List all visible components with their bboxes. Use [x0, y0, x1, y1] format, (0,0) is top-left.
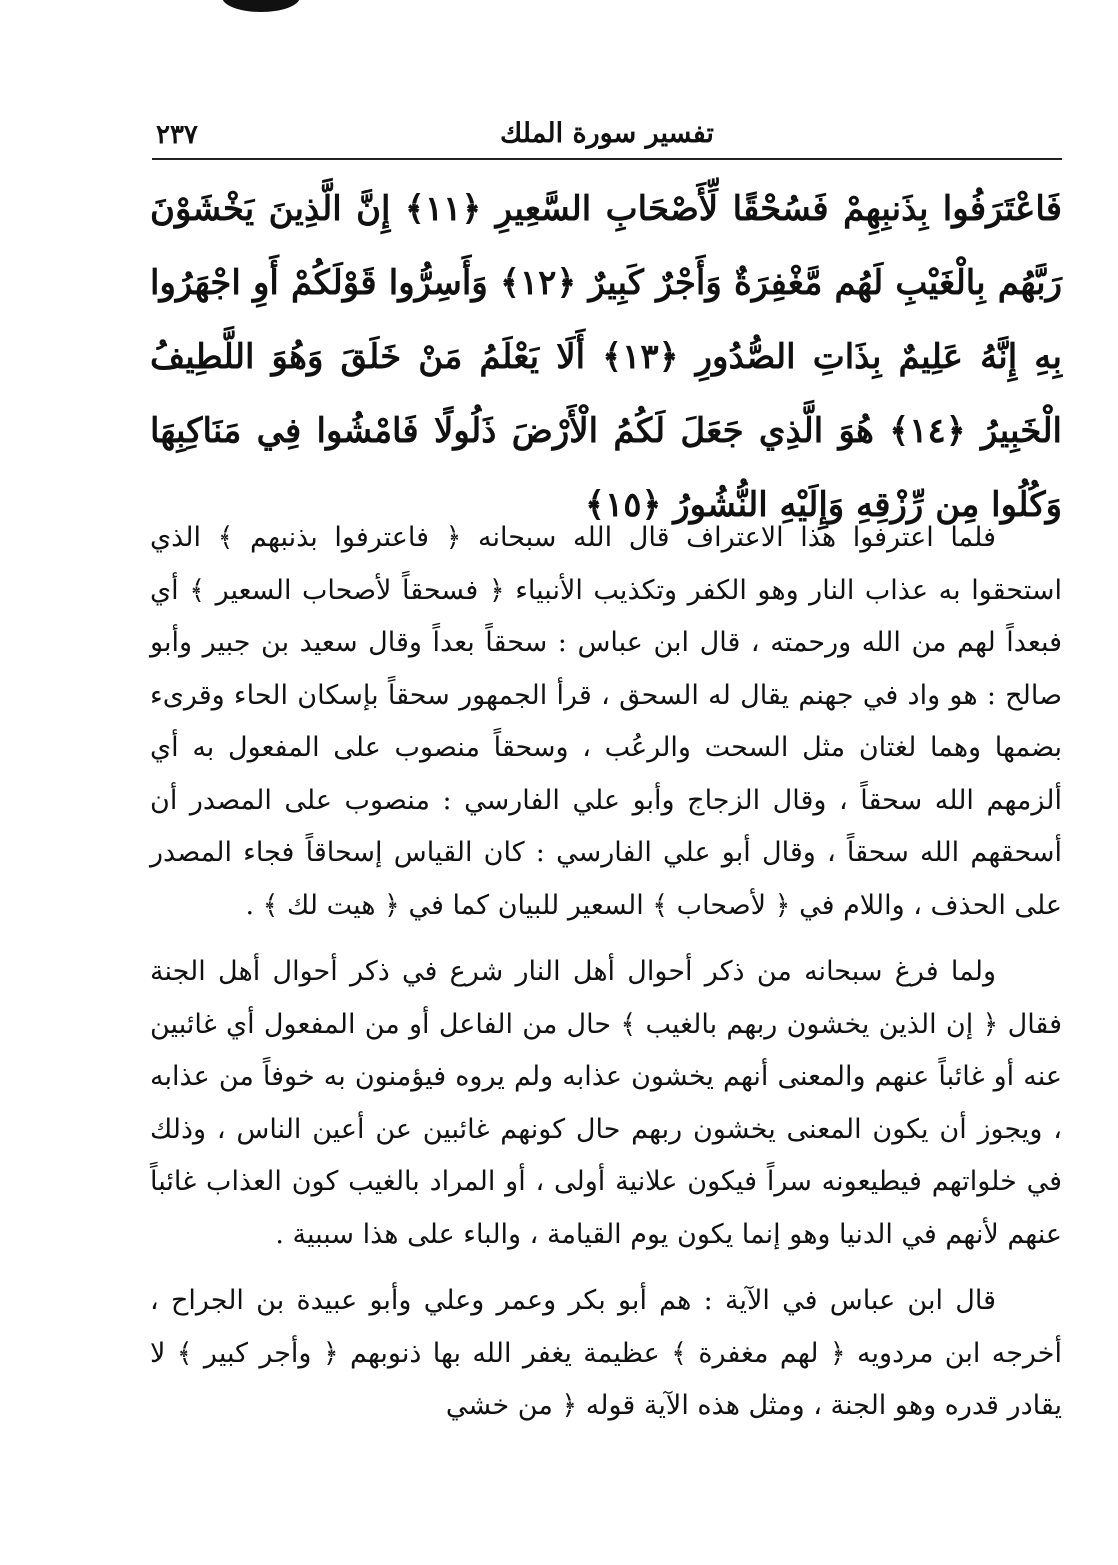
quran-verses-block [150, 172, 1062, 542]
verse-text: إِنَّ الَّذِينَ يَخْشَوْنَ رَبَّهُم بِالْغَيْبِ لَهُم مَّغْفِرَةٌ وَأَجْرٌ كَبِيرٌ [150, 189, 1062, 303]
verse-number: ١٣ [622, 337, 659, 377]
verse-number-marker: ﴿١٢﴾ [499, 263, 577, 303]
verse-text: أَلَا يَعْلَمُ مَنْ خَلَقَ وَهُوَ اللَّطِيفُ الْخَبِيرُ [150, 337, 1063, 451]
verse-text: وَأَسِرُّوا قَوْلَكُمْ أَوِ اجْهَرُوا بِهِ إِنَّهُ عَلِيمٌ بِذَاتِ الصُّدُورِ [150, 263, 1062, 377]
verse-number: ١٥ [604, 485, 642, 525]
commentary-paragraph: قال ابن عباس في الآية : هم أبو بكر وعمر وعلي وأبو عبيدة بن الجراح ، أخرجه ابن مردويه ﴿ لهم مغفرة ﴾ عظيمة يغفر الله بها ذنوبهم ﴿ وأجر كبير ﴾ لا يقادر قدره وهو الجنة ، ومثل هذه الآية قوله ﴿ من خشي [150, 1285, 1062, 1421]
verse-number-marker: ﴿١٥﴾ [585, 485, 662, 525]
verse-text: هُوَ الَّذِي جَعَلَ لَكُمُ الْأَرْضَ ذَلُولًا فَامْشُوا فِي مَنَاكِبِهَا وَكُلُوا مِن رِّزْقِهِ وَإِلَيْهِ النُّشُورُ [150, 411, 1062, 525]
verse-number-marker: ﴿١٤﴾ [889, 411, 966, 451]
verse-number: ١١ [424, 189, 462, 229]
running-title: تفسير سورة الملك [500, 118, 714, 149]
verse-text: فَاعْتَرَفُوا بِذَنبِهِمْ فَسُحْقًا لِّأَصْحَابِ السَّعِيرِ [495, 189, 1062, 229]
commentary-paragraph: فلما اعترفوا هذا الاعتراف قال الله سبحانه ﴿ فاعترفوا بذنبهم ﴾ الذي استحقوا به عذاب النار وهو الكفر وتكذيب الأنبياء ﴿ فسحقاً لأصحاب السعير ﴾ أي فبعداً لهم من الله ورحمته ، قال ابن عباس : سحقاً بعداً وقال سعيد بن جبير وأبو صالح : هو واد في جهنم يقال له السحق ، قرأ الجمهور سحقاً بإسكان الحاء وقرىء بضمها وهما لغتان مثل السحت والرعُب ، وسحقاً منصوب على المفعول به أي ألزمهم الله سحقاً ، وقال الزجاج وأبو علي الفارسي : منصوب على المصدر أن أسحقهم الله سحقاً ، وقال أبو علي الفارسي : كان القياس إسحاقاً فجاء المصدر على الحذف ، واللام في ﴿ لأصحاب ﴾ السعير للبيان كما في ﴿ هيت لك ﴾ . [150, 522, 1062, 921]
verse-number: ١٢ [519, 263, 557, 303]
verse-number-marker: ﴿١١﴾ [404, 189, 482, 229]
verse-number: ١٤ [909, 411, 946, 451]
verse-number-marker: ﴿١٣﴾ [602, 337, 679, 377]
commentary-paragraph: ولما فرغ سبحانه من ذكر أحوال أهل النار شرع في ذكر أحوال أهل الجنة فقال ﴿ إن الذين يخشون ربهم بالغيب ﴾ حال من الفاعل أو من المفعول أي غائبين عنه أو غائباً عنهم والمعنى أنهم يخشون عذابه ولم يروه فيؤمنون به خوفاً من عذابه ، ويجوز أن يكون المعنى يخشون ربهم حال كونهم غائبين عن أعين الناس ، وذلك في خلواتهم فيطيعونه سراً فيكون علانية أولى ، أو المراد بالغيب كون العذاب غائباً عنهم لأنهم في الدنيا وهو إنما يكون يوم القيامة ، والباء على هذا سببية . [150, 956, 1062, 1250]
commentary-body [150, 512, 1062, 1447]
page-header [152, 112, 1062, 160]
page-number: ٢٣٧ [156, 120, 198, 150]
scan-ink-blot [222, 0, 300, 12]
